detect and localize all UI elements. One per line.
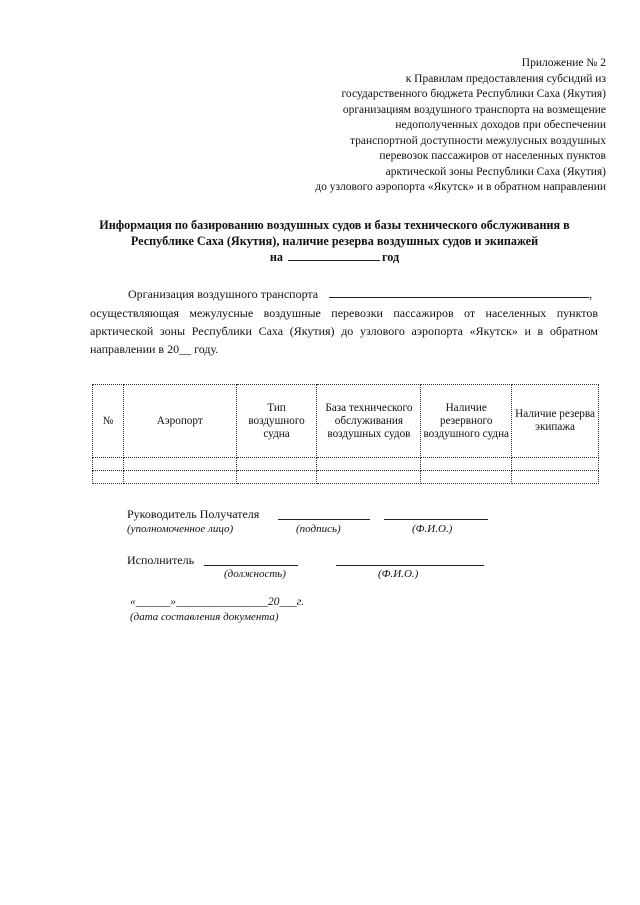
head-name-caption: (Ф.И.О.): [412, 523, 453, 535]
appendix-line: государственного бюджета Республики Саха (Якутия): [341, 88, 606, 100]
table-cell[interactable]: [512, 471, 599, 484]
table-row: [93, 471, 599, 484]
organization-blank-field[interactable]: [329, 285, 589, 298]
organization-line: [90, 285, 598, 303]
executor-name-caption: (Ф.И.О.): [378, 568, 419, 580]
year-blank-field[interactable]: [288, 249, 380, 261]
appendix-header: [246, 56, 606, 196]
column-header: №: [93, 385, 124, 458]
description-paragraph: осуществляющая межулусные воздушные перевозки пассажиров от населенных пунктов арктической зоны Республики Саха (Якутия) до узлового аэропорта «Якутск» и в обратном направлении в 20__ году.: [90, 306, 598, 356]
document-date-field[interactable]: «______»________________20___г.: [130, 596, 304, 608]
appendix-line: Приложение № 2: [521, 57, 606, 69]
title-suffix: год: [382, 250, 400, 264]
appendix-line: недополученных доходов при обеспечении: [395, 119, 606, 131]
appendix-line: перевозок пассажиров от населенных пунктов: [379, 150, 606, 162]
executor-position-caption: (должность): [224, 568, 286, 580]
info-table-wrapper: [92, 384, 599, 484]
appendix-line: арктической зоны Республики Саха (Якутия): [385, 165, 606, 178]
table-cell[interactable]: [512, 458, 599, 471]
appendix-line: к Правилам предоставления субсидий из: [405, 72, 606, 85]
head-signature-caption: (подпись): [296, 523, 341, 535]
head-signature-field[interactable]: [278, 519, 370, 520]
table-cell[interactable]: [93, 458, 124, 471]
table-cell[interactable]: [236, 458, 317, 471]
table-cell[interactable]: [421, 471, 512, 484]
table-header-row: [93, 385, 599, 458]
table-cell[interactable]: [317, 458, 421, 471]
title-date-line: [82, 249, 587, 265]
date-caption: (дата составления документа): [130, 611, 279, 623]
appendix-line: организациям воздушного транспорта на возмещение: [342, 103, 606, 116]
table-cell[interactable]: [123, 471, 236, 484]
organization-line-end: ,: [589, 287, 593, 301]
table-cell[interactable]: [123, 458, 236, 471]
head-name-field[interactable]: [384, 519, 488, 520]
organization-label: Организация воздушного транспорта: [128, 287, 319, 301]
column-header: Тип воздушного судна: [236, 385, 317, 458]
title-line-2: Республике Саха (Якутия), наличие резерва воздушных судов и экипажей: [130, 234, 539, 248]
head-signature-label: Руководитель Получателя: [127, 507, 260, 521]
table-cell[interactable]: [317, 471, 421, 484]
info-table: [92, 384, 599, 484]
column-header: Наличие резерва экипажа: [512, 385, 599, 458]
column-header: Аэропорт: [123, 385, 236, 458]
appendix-line: транспортной доступности межулусных воздушных: [349, 134, 606, 147]
executor-label: Исполнитель: [127, 553, 195, 567]
table-cell[interactable]: [236, 471, 317, 484]
title-line-1: Информация по базированию воздушных судов и базы технического обслуживания в: [99, 218, 570, 232]
executor-position-field[interactable]: [204, 565, 298, 566]
head-position-caption: (уполномоченное лицо): [127, 523, 234, 535]
document-title: [82, 217, 587, 265]
column-header: База технического обслуживания воздушных судов: [317, 385, 421, 458]
executor-name-field[interactable]: [336, 565, 484, 566]
table-cell[interactable]: [421, 458, 512, 471]
appendix-line: до узлового аэропорта «Якутск» и в обратном направлении: [315, 181, 606, 193]
table-row: [93, 458, 599, 471]
column-header: Наличие резервного воздушного судна: [421, 385, 512, 458]
title-prefix: на: [269, 250, 283, 264]
table-cell[interactable]: [93, 471, 124, 484]
